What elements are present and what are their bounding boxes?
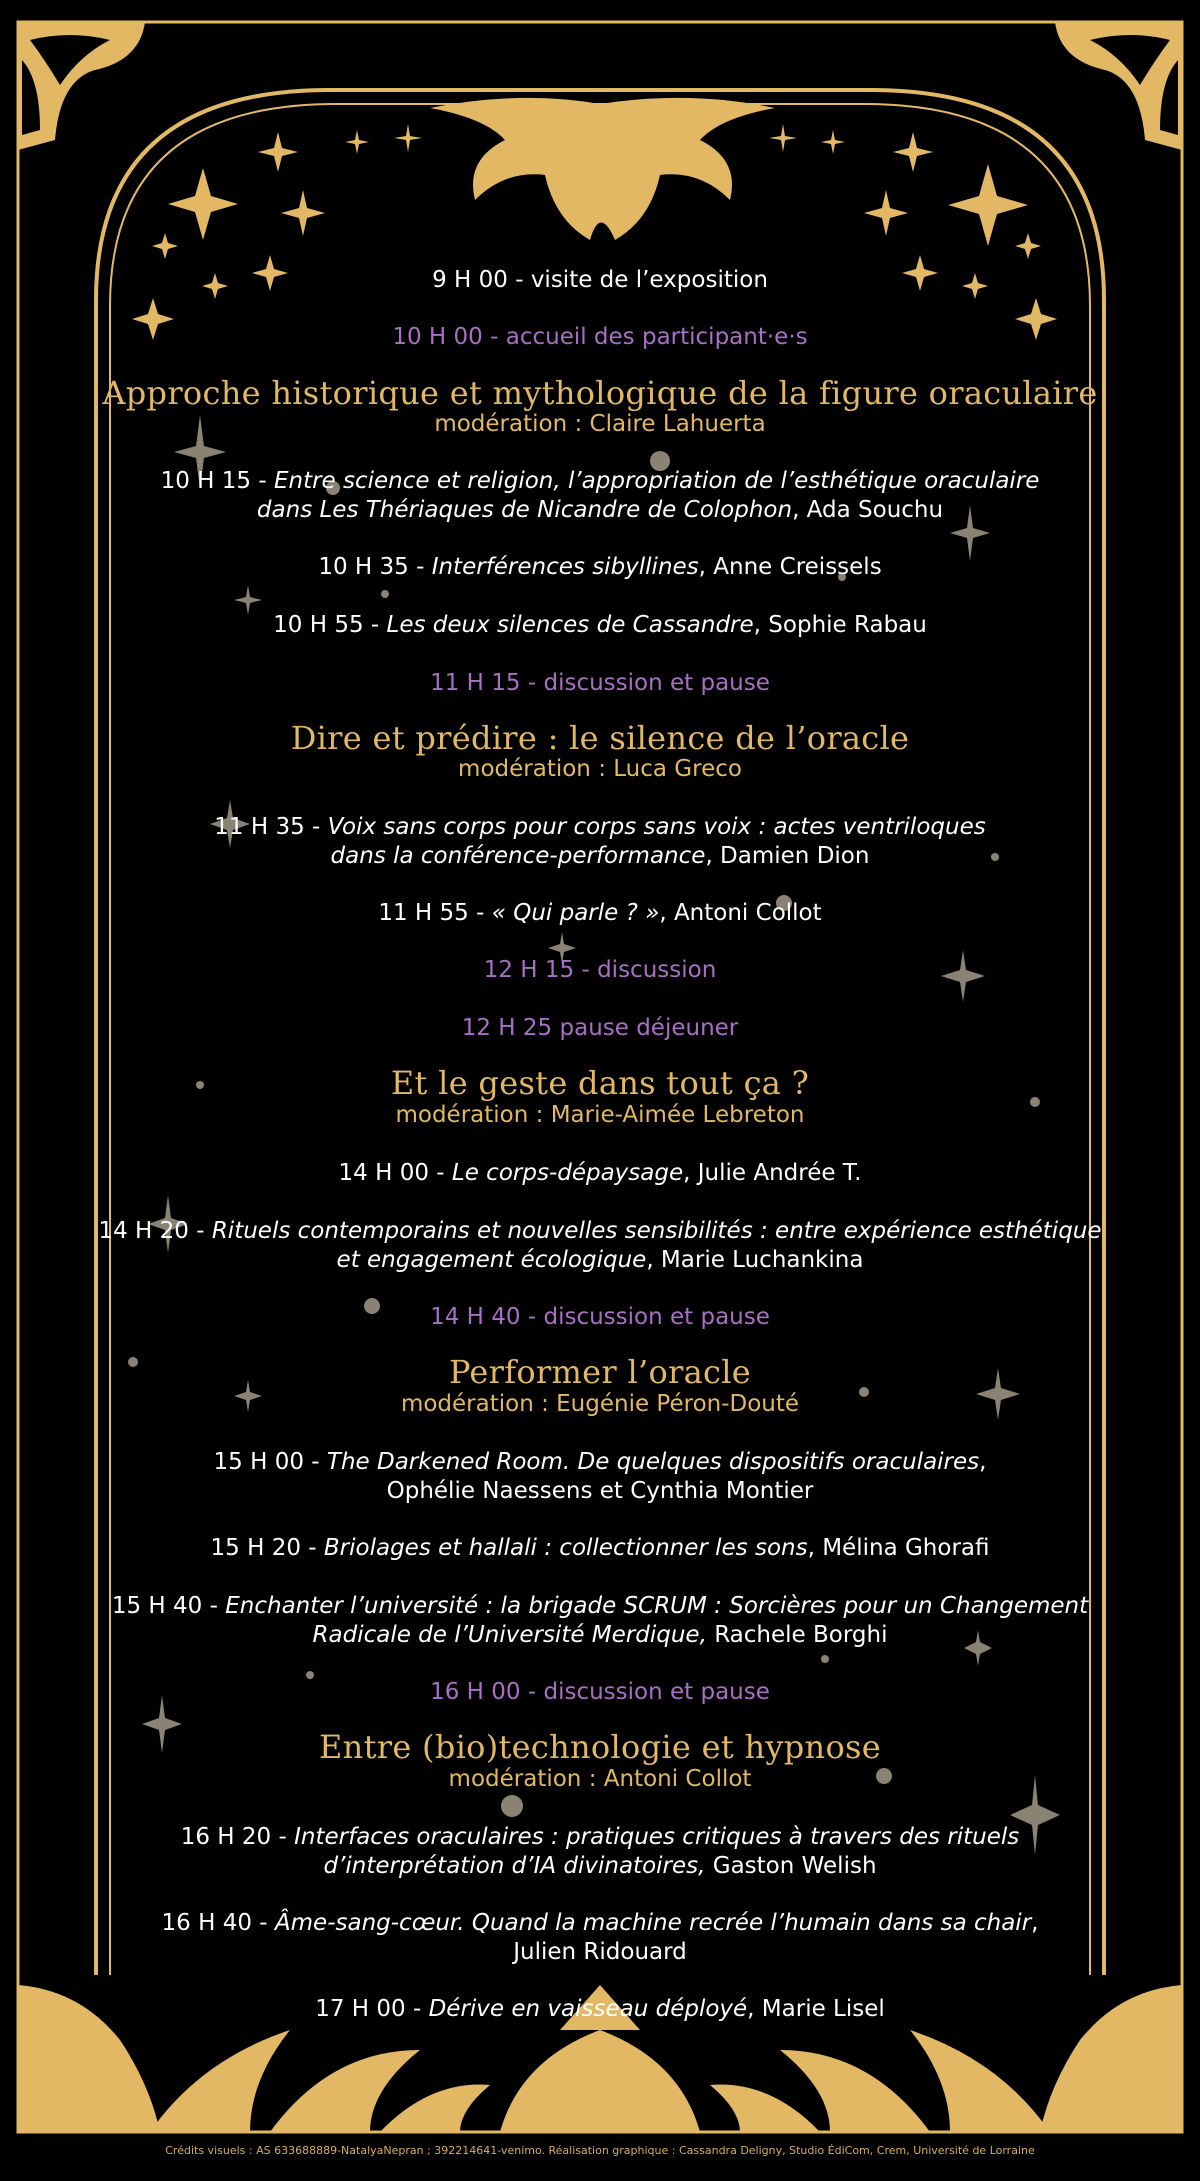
talk-author: Ophélie Naessens et Cynthia Montier [386, 1478, 814, 1504]
talk-author: , Mélina Ghorafi [807, 1535, 990, 1561]
talk-author: , Ada Souchu [792, 497, 944, 523]
talk-time: 10 H 35 - [318, 554, 432, 580]
talk-title: Enchanter l’université : la brigade SCRUM : Sorcières pour un Changement [225, 1593, 1089, 1619]
talk-line [0, 610, 1200, 640]
break-line: 12 H 25 pause déjeuner [461, 1015, 739, 1041]
talk-title: Âme-sang-cœur. Quand la machine recrée l’humain dans sa chair [274, 1910, 1032, 1936]
talk-author: , Antoni Collot [659, 900, 822, 926]
talk-time: 17 H 00 - [315, 1996, 429, 2022]
talk-author: Gaston Welish [705, 1853, 877, 1879]
talk-line [0, 466, 1200, 496]
talk-line [0, 1822, 1200, 1852]
talk-author: Rachele Borghi [706, 1622, 888, 1648]
talk-author: , Anne Creissels [698, 554, 882, 580]
sun-icon [430, 98, 775, 240]
talk-line [0, 1245, 1200, 1275]
session-moderation: modération : Antoni Collot [448, 1766, 752, 1792]
talk-time: 10 H 55 - [273, 612, 387, 638]
talk-time: 11 H 35 - [214, 814, 328, 840]
talk-line [0, 812, 1200, 842]
talk-line [0, 1533, 1200, 1563]
talk-line [0, 898, 1200, 928]
talk-line [0, 1851, 1200, 1881]
talk-title: dans Les Thériaques de Nicandre de Colophon [256, 497, 793, 523]
talk-line [0, 552, 1200, 582]
talk-title: Briolages et hallali : collectionner les sons [323, 1535, 808, 1561]
talk-time: 11 H 55 - [378, 900, 492, 926]
session-moderation: modération : Claire Lahuerta [434, 411, 766, 437]
talk-author: , Marie Lisel [747, 1996, 885, 2022]
talk-line [0, 495, 1200, 525]
talk-author: , Julie Andrée T. [683, 1160, 862, 1186]
break-line: 11 H 15 - discussion et pause [430, 670, 770, 696]
intro-visit: 9 H 00 - visite de l’exposition [432, 267, 768, 293]
session-title: Entre (bio)technologie et hypnose [319, 1728, 881, 1766]
talk-title: Interférences sibyllines [431, 554, 699, 580]
break-line: 16 H 00 - discussion et pause [430, 1679, 770, 1705]
talk-title: Dérive en vaisseau déployé [428, 1996, 748, 2022]
talk-title: Entre science et religion, l’appropriation de l’esthétique oraculaire [273, 468, 1040, 494]
talk-time: 15 H 00 - [213, 1449, 327, 1475]
break-line: 14 H 40 - discussion et pause [430, 1304, 770, 1330]
talk-title: dans la conférence-performance [330, 843, 706, 869]
talk-title: Voix sans corps pour corps sans voix : actes ventriloques [327, 814, 986, 840]
talk-time: 16 H 40 - [161, 1910, 275, 1936]
talk-line [0, 1158, 1200, 1188]
talk-time: 14 H 20 - [98, 1218, 212, 1244]
talk-title: d’interprétation d’IA divinatoires, [323, 1853, 706, 1879]
talk-line [0, 1994, 1200, 2024]
session-moderation: modération : Eugénie Péron-Douté [400, 1391, 800, 1417]
break-line: 12 H 15 - discussion [483, 957, 717, 983]
talk-line [0, 1447, 1200, 1477]
talk-line [0, 1216, 1200, 1246]
talk-punctuation: , [979, 1449, 987, 1475]
talk-title: Radicale de l’Université Merdique, [312, 1622, 707, 1648]
talk-line [0, 1908, 1200, 1938]
session-title: Dire et prédire : le silence de l’oracle [290, 719, 910, 757]
talk-line [0, 1591, 1200, 1621]
talk-title: Rituels contemporains et nouvelles sensibilités : entre expérience esthétique [211, 1218, 1102, 1244]
session-moderation: modération : Luca Greco [458, 756, 742, 782]
talk-line [0, 1620, 1200, 1650]
talk-author: , Sophie Rabau [753, 612, 927, 638]
corner-fan-top-right-icon [1055, 22, 1182, 150]
talk-title: Le corps-dépaysage [451, 1160, 684, 1186]
talk-time: 16 H 20 - [180, 1824, 295, 1850]
session-title: Performer l’oracle [448, 1353, 752, 1391]
credits-line: Crédits visuels : AS 633688889-NatalyaNepran ; 392214641-venimo. Réalisation graphique : Cassandra Deligny, Studio ÉdiCom, Crem, Université de Lorraine [165, 2144, 1035, 2157]
talk-title: « Qui parle ? » [491, 900, 660, 926]
talk-author: , Damien Dion [705, 843, 870, 869]
talk-line [0, 841, 1200, 871]
talk-time: 14 H 00 - [338, 1160, 452, 1186]
session-title: Et le geste dans tout ça ? [390, 1064, 810, 1102]
talk-title: Les deux silences de Cassandre [386, 612, 754, 638]
talk-author: Julien Ridouard [513, 1939, 687, 1965]
corner-fan-top-left-icon [18, 22, 145, 150]
talk-title: et engagement écologique [336, 1247, 647, 1273]
talk-punctuation: , [1031, 1910, 1039, 1936]
talk-title: Interfaces oraculaires : pratiques critiques à travers des rituels [294, 1824, 1020, 1850]
session-title: Approche historique et mythologique de la figure oraculaire [102, 374, 1098, 412]
talk-time: 15 H 20 - [210, 1535, 324, 1561]
talk-author: , Marie Luchankina [646, 1247, 864, 1273]
talk-title: The Darkened Room. De quelques dispositifs oraculaires [326, 1449, 980, 1475]
talk-time: 10 H 15 - [160, 468, 274, 494]
talk-time: 15 H 40 - [111, 1593, 226, 1619]
session-moderation: modération : Marie-Aimée Lebreton [395, 1102, 805, 1128]
intro-welcome: 10 H 00 - accueil des participant·e·s [392, 324, 808, 350]
